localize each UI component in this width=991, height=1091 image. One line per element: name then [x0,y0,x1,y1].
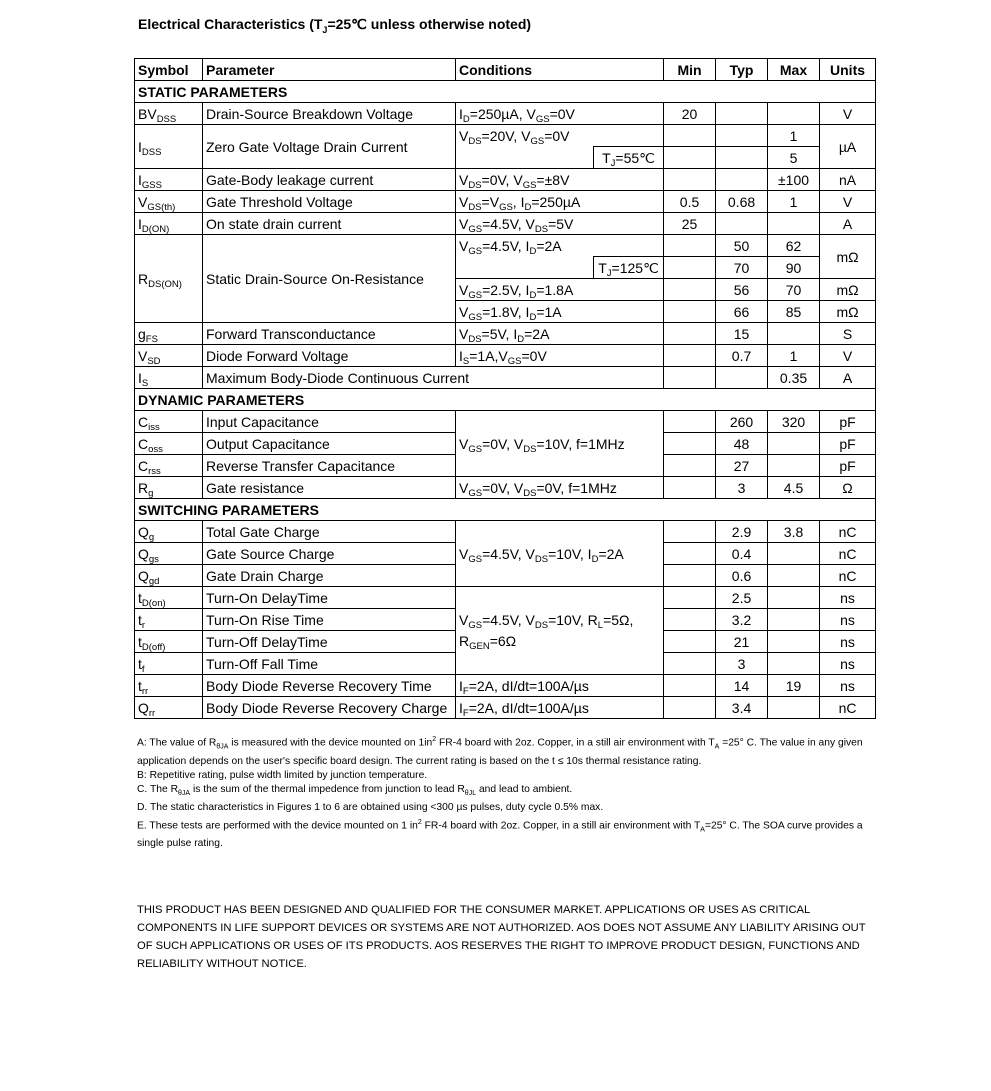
max-cell: 70 [768,279,820,301]
section-static: STATIC PARAMETERS [135,81,876,103]
parameter-cell: Output Capacitance [203,433,456,455]
max-cell [768,543,820,565]
symbol-cell: $I_S$ [135,367,203,389]
min-cell [664,675,716,697]
condition-cell: $V_{GS}=0V$, $V_{DS}=0V$, f=1MHz [456,477,664,499]
unit-cell: nC [820,565,876,587]
typ-cell: 3 [716,653,768,675]
typ-cell: 0.4 [716,543,768,565]
parameter-cell: Turn-On Rise Time [203,609,456,631]
min-cell: 20 [664,103,716,125]
symbol-cell: $g_{FS}$ [135,323,203,345]
parameter-cell: Static Drain-Source On-Resistance [203,235,456,323]
typ-cell: 3 [716,477,768,499]
symbol-cell: $I_{D(ON)}$ [135,213,203,235]
parameter-cell: Body Diode Reverse Recovery Charge [203,697,456,719]
row-gfs [135,323,876,345]
typ-cell: 0.7 [716,345,768,367]
min-cell [664,323,716,345]
header-typ: Typ [716,59,768,81]
min-cell [664,301,716,323]
typ-cell: 56 [716,279,768,301]
parameter-cell: Turn-Off Fall Time [203,653,456,675]
unit-cell: µA [820,125,876,169]
parameter-cell: Drain-Source Breakdown Voltage [203,103,456,125]
max-cell [768,631,820,653]
max-cell: 0.35 [768,367,820,389]
max-cell [768,323,820,345]
condition-cell: $I_F=2A$, dI/dt=100A/µs [456,697,664,719]
row-bvdss [135,103,876,125]
max-cell: 3.8 [768,521,820,543]
condition-cell: $V_{DS}=0V$, $V_{GS}=\pm 8V$ [456,169,664,191]
min-cell [664,521,716,543]
min-cell [664,169,716,191]
unit-cell: mΩ [820,235,876,279]
header-row [135,59,876,81]
unit-cell: mΩ [820,279,876,301]
unit-cell: nA [820,169,876,191]
symbol-cell: $Q_{gd}$ [135,565,203,587]
max-cell: 19 [768,675,820,697]
unit-cell: ns [820,653,876,675]
unit-cell: mΩ [820,301,876,323]
max-cell: 90 [768,257,820,279]
max-cell: 1 [768,125,820,147]
symbol-cell: $t_{rr}$ [135,675,203,697]
unit-cell: A [820,213,876,235]
symbol-cell: $t_{D(on)}$ [135,587,203,609]
max-cell: 1 [768,345,820,367]
section-switching: SWITCHING PARAMETERS [135,499,876,521]
max-cell: 62 [768,235,820,257]
min-cell [664,147,716,169]
min-cell [664,433,716,455]
symbol-cell: $C_{oss}$ [135,433,203,455]
min-cell [664,455,716,477]
symbol-cell: $Q_{rr}$ [135,697,203,719]
parameter-cell: Total Gate Charge [203,521,456,543]
parameter-cell: Forward Transconductance [203,323,456,345]
condition-cell: $I_S=1A,V_{GS}=0V$ [456,345,664,367]
condition-cell: $I_D=250\mu A$, $V_{GS}=0V$ [456,103,664,125]
parameter-cell: Input Capacitance [203,411,456,433]
max-cell: 320 [768,411,820,433]
unit-cell: nC [820,697,876,719]
condition-cell: $V_{GS}=4.5V$, $V_{DS}=5V$ [456,213,664,235]
max-cell [768,103,820,125]
max-cell: 5 [768,147,820,169]
row-tdon [135,587,876,609]
min-cell [664,279,716,301]
typ-cell: 0.6 [716,565,768,587]
note-b: B: Repetitive rating, pulse width limited by junction temperature. [137,769,428,781]
typ-cell: 70 [716,257,768,279]
typ-cell: 2.5 [716,587,768,609]
min-cell: 0.5 [664,191,716,213]
unit-cell: nC [820,521,876,543]
max-cell: 85 [768,301,820,323]
typ-cell [716,367,768,389]
typ-cell: 2.9 [716,521,768,543]
symbol-cell: $Q_{gs}$ [135,543,203,565]
max-cell [768,455,820,477]
symbol-cell: $t_{D(off)}$ [135,631,203,653]
typ-cell: 3.2 [716,609,768,631]
row-rdson-1 [135,235,876,257]
tj-condition-cell: $T_J=55℃$ [594,147,664,169]
typ-cell: 66 [716,301,768,323]
header-symbol: Symbol [135,59,203,81]
max-cell [768,433,820,455]
header-parameter: Parameter [203,59,456,81]
symbol-cell: $C_{iss}$ [135,411,203,433]
condition-cell: $V_{DS}=V_{GS}$, $I_D=250\mu A$ [456,191,664,213]
unit-cell: pF [820,411,876,433]
unit-cell: A [820,367,876,389]
max-cell [768,213,820,235]
min-cell [664,257,716,279]
tj-condition-cell: $T_J=125℃$ [594,257,664,279]
condition-cell: $V_{DS}=20V$, $V_{GS}=0V$ [456,125,664,147]
parameter-cell: Gate Source Charge [203,543,456,565]
condition-cell: $V_{GS}=0V$, $V_{DS}=10V$, f=1MHz [456,411,664,477]
row-idss [135,125,876,147]
row-idon [135,213,876,235]
min-cell [664,125,716,147]
min-cell [664,543,716,565]
condition-cell: $V_{GS}=4.5V$, $V_{DS}=10V$, $I_D=2A$ [456,521,664,587]
typ-cell: 14 [716,675,768,697]
disclaimer: THIS PRODUCT HAS BEEN DESIGNED AND QUALIFIED FOR THE CONSUMER MARKET. APPLICATIONS OR USES AS CRITICAL COMPONENTS IN LIFE SUPPORT DEVICES OR SYSTEMS ARE NOT AUTHORIZED. AOS DOES NOT ASSUME ANY LIABILITY ARISING OUT OF SUCH APPLICATIONS OR USES OF ITS PRODUCTS. AOS RESERVES THE RIGHT TO IMPROVE PRODUCT DESIGN, FUNCTIONS AND RELIABILITY WITHOUT NOTICE. [137,904,866,970]
typ-cell [716,169,768,191]
symbol-cell: $t_r$ [135,609,203,631]
unit-cell: ns [820,587,876,609]
header-min: Min [664,59,716,81]
condition-cell: $V_{GS}=2.5V$, $I_D=1.8A$ [456,279,664,301]
unit-cell: V [820,345,876,367]
min-cell [664,587,716,609]
typ-cell [716,147,768,169]
min-cell [664,345,716,367]
electrical-characteristics-table [134,58,876,719]
max-cell: 1 [768,191,820,213]
row-qrr [135,697,876,719]
footnotes [137,733,872,851]
min-cell [664,697,716,719]
condition-cell: $V_{GS}=4.5V$, $I_D=2A$ [456,235,664,257]
max-cell [768,653,820,675]
parameter-cell: On state drain current [203,213,456,235]
row-igss [135,169,876,191]
unit-cell: pF [820,455,876,477]
typ-cell: 0.68 [716,191,768,213]
symbol-cell: $BV_{DSS}$ [135,103,203,125]
condition-cell: $V_{DS}=5V$, $I_D=2A$ [456,323,664,345]
max-cell [768,587,820,609]
typ-cell [716,103,768,125]
parameter-cell: Zero Gate Voltage Drain Current [203,125,456,169]
header-units: Units [820,59,876,81]
min-cell: 25 [664,213,716,235]
parameter-cell: Body Diode Reverse Recovery Time [203,675,456,697]
symbol-cell: $t_f$ [135,653,203,675]
symbol-cell: $R_{DS(ON)}$ [135,235,203,323]
symbol-cell: $I_{DSS}$ [135,125,203,169]
parameter-cell: Gate-Body leakage current [203,169,456,191]
parameter-cell: Gate Threshold Voltage [203,191,456,213]
unit-cell: pF [820,433,876,455]
symbol-cell: $Q_g$ [135,521,203,543]
condition-cell: $V_{GS}=4.5V$, $V_{DS}=10V$, $R_L=5\Omega$, $R_{GEN}=6\Omega$ [456,587,664,675]
note-e: E. These tests are performed with the device mounted on 1 $in^2$ FR-4 board with 2oz. Copper, in a still air environment with $T_A=25^\circ$ C. The SOA curve provides a single pulse rating. [137,818,863,850]
min-cell [664,411,716,433]
symbol-cell: $C_{rss}$ [135,455,203,477]
row-rg [135,477,876,499]
unit-cell: V [820,191,876,213]
condition-blank [456,147,594,169]
row-trr [135,675,876,697]
typ-cell: 21 [716,631,768,653]
unit-cell: Ω [820,477,876,499]
typ-cell: 3.4 [716,697,768,719]
symbol-cell: $I_{GSS}$ [135,169,203,191]
min-cell [664,367,716,389]
min-cell [664,653,716,675]
max-cell [768,697,820,719]
min-cell [664,477,716,499]
parameter-cell: Turn-On DelayTime [203,587,456,609]
typ-cell: 260 [716,411,768,433]
symbol-cell: $R_g$ [135,477,203,499]
min-cell [664,631,716,653]
typ-cell [716,125,768,147]
typ-cell: 50 [716,235,768,257]
row-qg [135,521,876,543]
parameter-cell: Maximum Body-Diode Continuous Current [203,367,664,389]
max-cell: 4.5 [768,477,820,499]
symbol-cell: $V_{SD}$ [135,345,203,367]
parameter-cell: Gate Drain Charge [203,565,456,587]
row-ciss [135,411,876,433]
condition-blank [456,257,594,279]
min-cell [664,565,716,587]
section-dynamic: DYNAMIC PARAMETERS [135,389,876,411]
min-cell [664,609,716,631]
unit-cell: ns [820,609,876,631]
typ-cell: 15 [716,323,768,345]
unit-cell: S [820,323,876,345]
max-cell [768,609,820,631]
typ-cell [716,213,768,235]
header-conditions: Conditions [456,59,664,81]
note-a: A: The value of $R_{\theta JA}$ is measured with the device mounted on $1in^2$ FR-4 board with 2oz. Copper, in a still air environment with $T_A =25^\circ$ C. The value in any given application depends on the user's specific board design. The current rating is based on the t ≤ 10s thermal resistance rating. [137,736,863,767]
page-title: Electrical Characteristics ($T_J=25℃$ unless otherwise noted) [138,16,532,35]
header-max: Max [768,59,820,81]
parameter-cell: Diode Forward Voltage [203,345,456,367]
typ-cell: 48 [716,433,768,455]
note-d: D. The static characteristics in Figures 1 to 6 are obtained using <300 µs pulses, duty cycle 0.5% max. [137,802,604,814]
parameter-cell: Reverse Transfer Capacitance [203,455,456,477]
condition-cell: $V_{GS}=1.8V$, $I_D=1A$ [456,301,664,323]
max-cell [768,565,820,587]
symbol-cell: $V_{GS(th)}$ [135,191,203,213]
parameter-cell: Gate resistance [203,477,456,499]
typ-cell: 27 [716,455,768,477]
unit-cell: V [820,103,876,125]
unit-cell: ns [820,675,876,697]
note-c: C. The $R_{\theta JA}$ is the sum of the thermal impedence from junction to lead $R_{\theta JL}$ and lead to ambient. [137,784,573,798]
min-cell [664,235,716,257]
row-vgsth [135,191,876,213]
unit-cell: nC [820,543,876,565]
condition-cell: $I_F=2A$, dI/dt=100A/µs [456,675,664,697]
row-is [135,367,876,389]
row-vsd [135,345,876,367]
parameter-cell: Turn-Off DelayTime [203,631,456,653]
unit-cell: ns [820,631,876,653]
max-cell: ±100 [768,169,820,191]
